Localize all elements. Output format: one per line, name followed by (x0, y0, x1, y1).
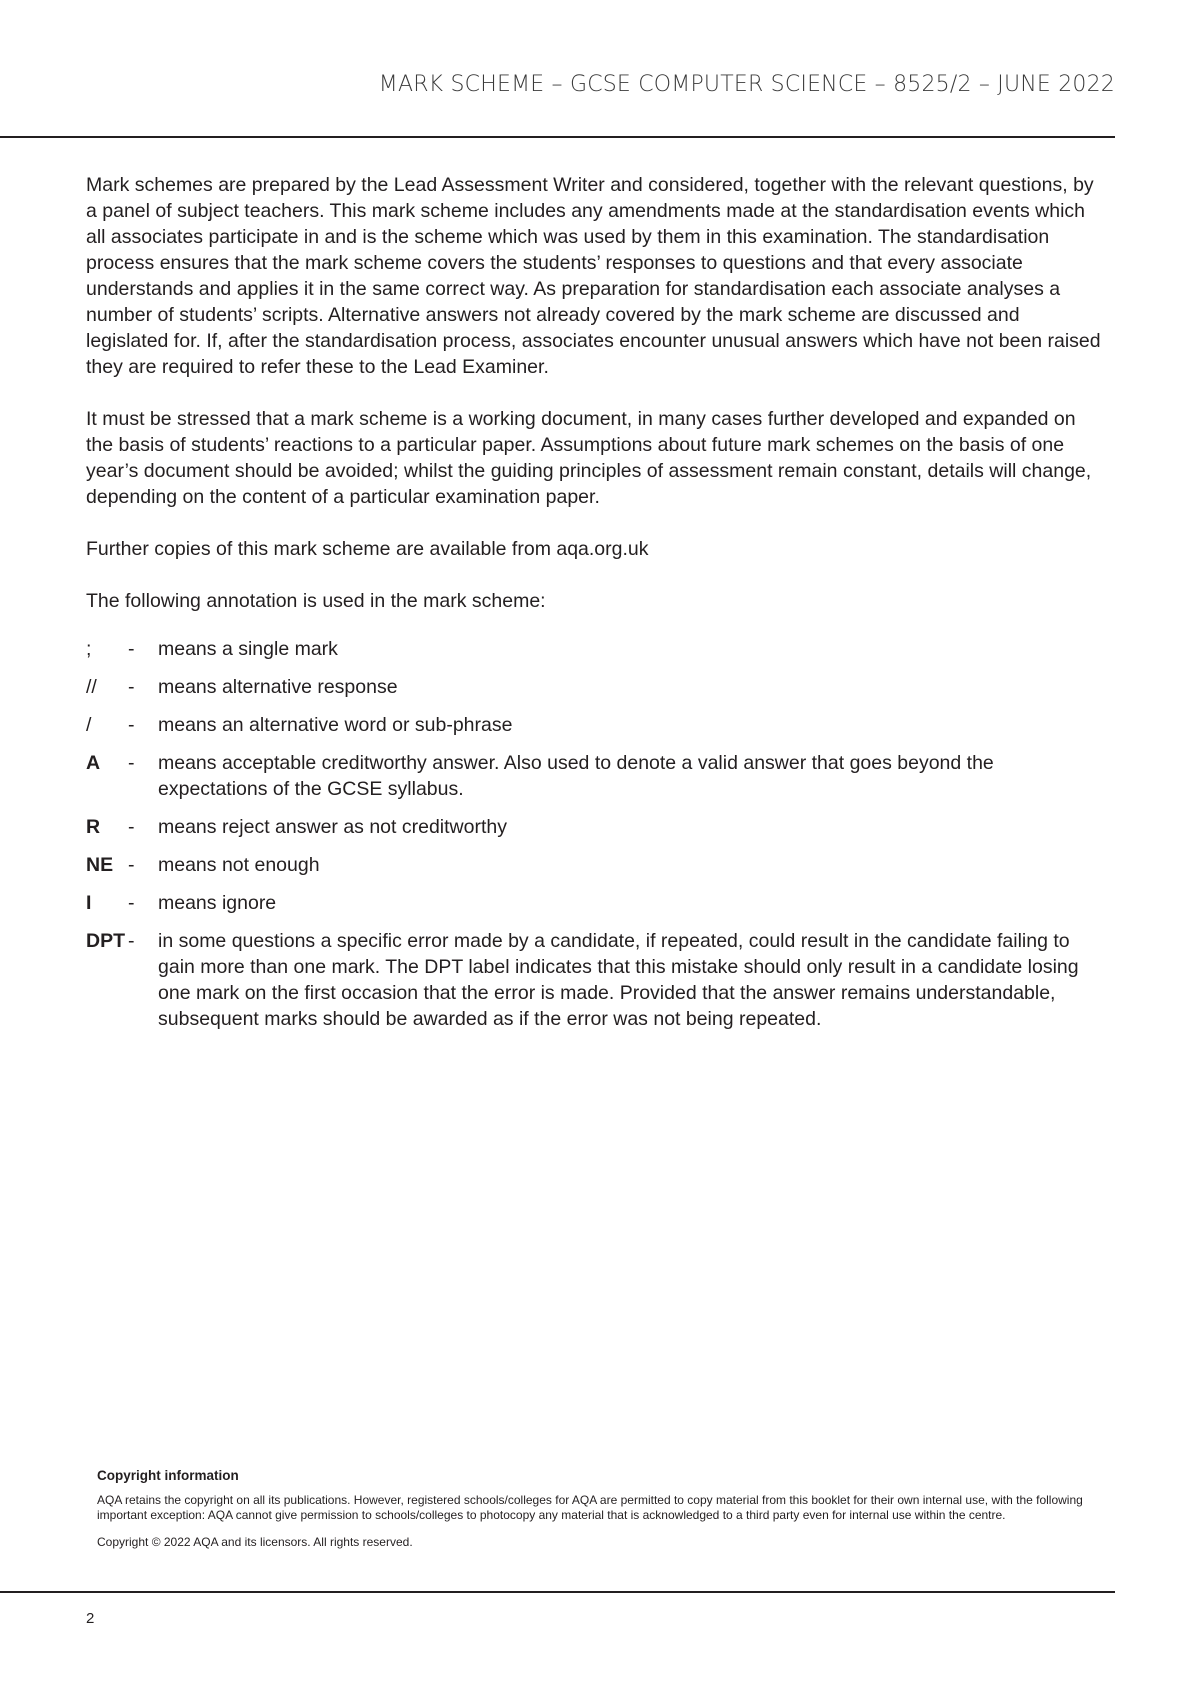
legend-symbol: I (86, 892, 92, 914)
legend-dash: - (128, 930, 135, 952)
legend-text: means not enough (158, 854, 320, 876)
legend-dash: - (128, 816, 135, 838)
legend-text: means acceptable creditworthy answer. Also used to denote a valid answer that goes beyond the expectations of the GCSE syllabus. (158, 752, 994, 800)
legend-symbol: R (86, 816, 101, 838)
legend-symbol: // (86, 676, 97, 698)
page-number: 2 (86, 1610, 95, 1627)
legend-dash: - (128, 892, 135, 914)
intro-paragraph: Mark schemes are prepared by the Lead Assessment Writer and considered, together with the relevant questions, by a panel of subject teachers. This mark scheme includes any amendments made at the standardisation events which all associates participate in and is the scheme which was used by them in this examination. The standardisation process ensures that the mark scheme covers the students’ responses to questions and that every associate understands and applies it in the same correct way. As preparation for standardisation each associate analyses a number of students’ scripts. Alternative answers not already covered by the mark scheme are discussed and legislated for. If, after the standardisation process, associates encounter unusual answers which have not been raised they are required to refer these to the Lead Examiner. (86, 174, 1101, 378)
legend-text: means a single mark (158, 638, 338, 660)
legend-symbol: ; (86, 638, 92, 660)
annotation-legend (86, 636, 1106, 1032)
legend-row-reject (86, 814, 1106, 840)
legend-symbol: DPT (86, 930, 125, 952)
legend-row-single-mark (86, 636, 1106, 662)
copyright-notice: Copyright © 2022 AQA and its licensors. All rights reserved. (97, 1535, 413, 1549)
further-copies-paragraph: Further copies of this mark scheme are available from aqa.org.uk (86, 538, 649, 560)
legend-text: means an alternative word or sub-phrase (158, 714, 513, 736)
legend-dash: - (128, 854, 135, 876)
legend-dash: - (128, 638, 135, 660)
legend-row-not-enough (86, 852, 1106, 878)
legend-symbol: NE (86, 854, 114, 876)
legend-row-alternative-response (86, 674, 1106, 700)
footer-rule (0, 1591, 1115, 1593)
legend-row-dpt (86, 928, 1106, 1032)
annotation-intro-paragraph: The following annotation is used in the mark scheme: (86, 590, 546, 612)
page-header-title: MARK SCHEME – GCSE COMPUTER SCIENCE – 8525/2 – JUNE 2022 (378, 72, 1115, 97)
legend-text: means ignore (158, 892, 277, 914)
copyright-body: AQA retains the copyright on all its publications. However, registered schools/colleges for AQA are permitted to copy material from this booklet for their own internal use, with the following important exception: AQA cannot give permission to schools/colleges to photocopy any material that is acknowledged to a third party even for internal use within the centre. (97, 1493, 1083, 1522)
header-rule (0, 136, 1115, 138)
main-content (86, 172, 1106, 1044)
legend-row-ignore (86, 890, 1106, 916)
legend-row-alternative-word (86, 712, 1106, 738)
legend-text: means reject answer as not creditworthy (158, 816, 507, 838)
legend-text: means alternative response (158, 676, 398, 698)
legend-symbol: / (86, 714, 92, 736)
legend-dash: - (128, 676, 135, 698)
legend-dash: - (128, 752, 135, 774)
legend-symbol: A (86, 752, 101, 774)
legend-text: in some questions a specific error made by a candidate, if repeated, could result in the candidate failing to gain more than one mark. The DPT label indicates that this mistake should only result in a candidate losing one mark on the first occasion that the error is made. Provided that the answer remains understandable, subsequent marks should be awarded as if the error was not being repeated. (158, 930, 1079, 1030)
working-document-paragraph: It must be stressed that a mark scheme is a working document, in many cases further developed and expanded on the basis of students’ reactions to a particular paper. Assumptions about future mark schemes on the basis of one year’s document should be avoided; whilst the guiding principles of assessment remain constant, details will change, depending on the content of a particular examination paper. (86, 408, 1092, 508)
copyright-section (97, 1468, 1097, 1550)
legend-row-acceptable (86, 750, 1106, 802)
copyright-heading: Copyright information (97, 1468, 239, 1483)
legend-dash: - (128, 714, 135, 736)
